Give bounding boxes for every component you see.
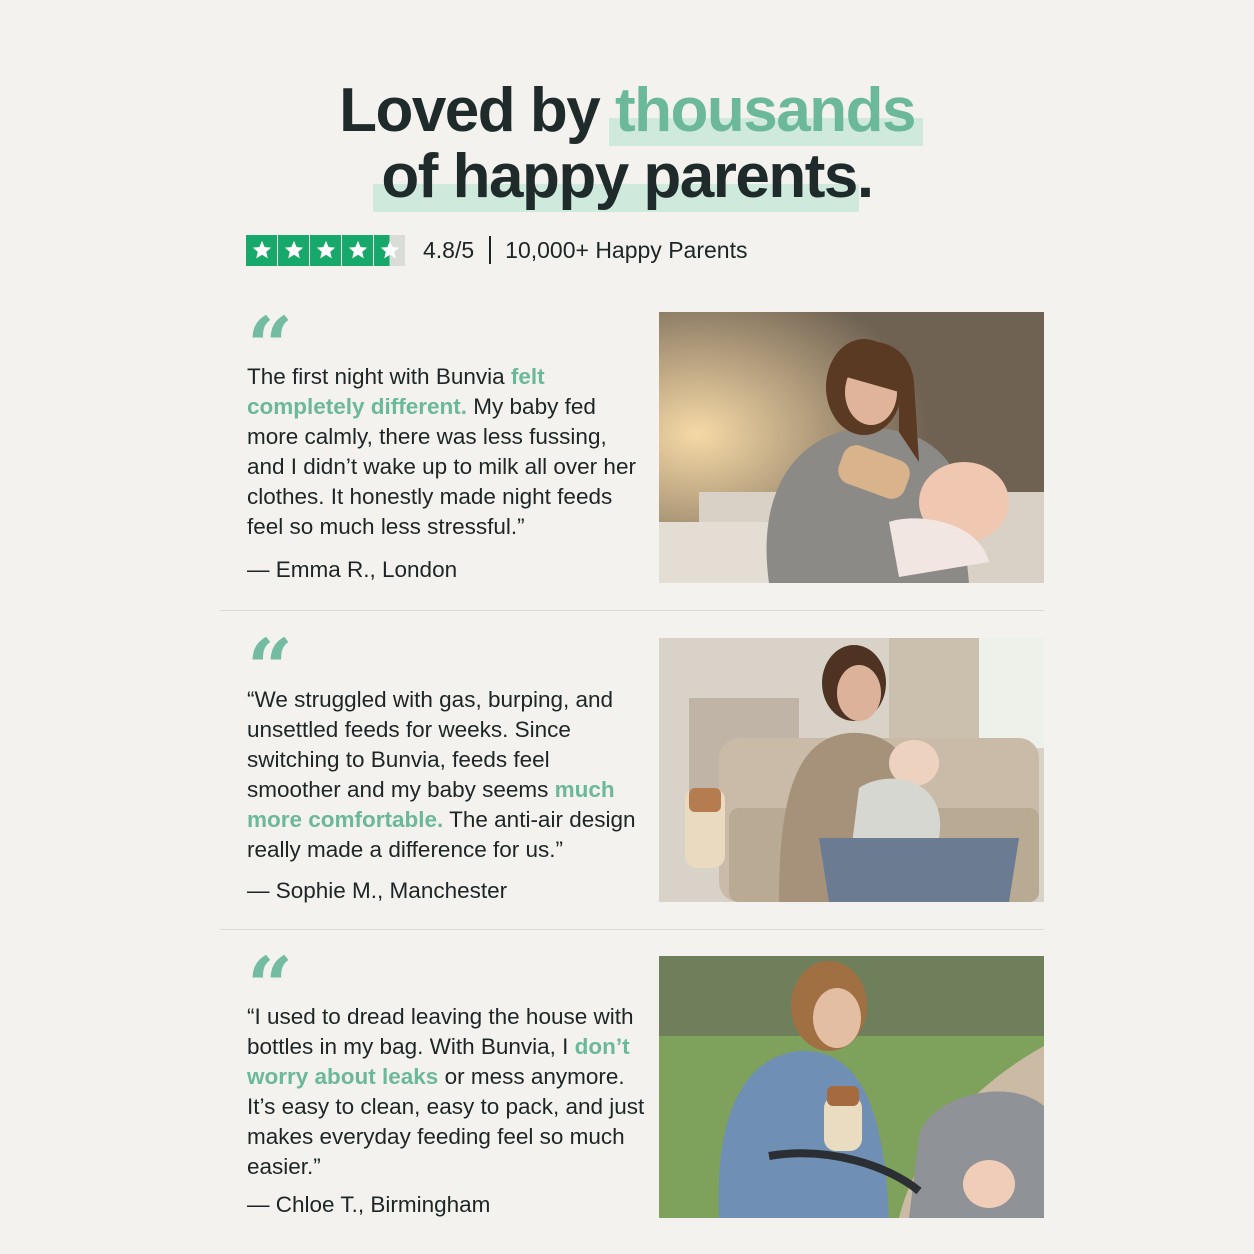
rating-score: 4.8/5: [423, 236, 475, 263]
headline-highlight-parents: of happy parents: [381, 142, 857, 211]
review-text: [247, 362, 647, 542]
review-text-emphasis: felt completely different.: [247, 364, 545, 419]
review-text-emphasis: much more comfortable.: [247, 777, 615, 832]
review-text-emphasis: don’t worry about leaks: [247, 1034, 630, 1089]
review-text-part: or mess anymore. It’s easy to clean, easy to pack, and just makes everyday feeding feel so much easier.”: [247, 1064, 645, 1179]
mother-feeding-baby-bedroom-photo: [659, 312, 1044, 583]
headline-prefix: Loved by: [339, 76, 615, 145]
mother-feeding-baby-sofa-photo: [659, 638, 1044, 902]
review-text-part: My baby fed more calmly, there was less fussing, and I didn’t wake up to milk all over her clothes. It honestly made night feeds feel so much less stressful.”: [247, 394, 636, 539]
review-text-part: “I used to dread leaving the house with bottles in my bag. With Bunvia, I: [247, 1004, 634, 1059]
headline-suffix: .: [856, 142, 873, 211]
rating-divider: [489, 236, 491, 264]
review-text: [247, 685, 647, 865]
quote-icon: “: [247, 299, 294, 393]
divider: [220, 929, 1044, 930]
rating-summary: [246, 234, 747, 266]
divider: [220, 610, 1044, 611]
review-author: — Emma R., London: [247, 557, 458, 582]
review-author: — Chloe T., Birmingham: [247, 1192, 491, 1217]
star-icon: [342, 235, 373, 266]
star-rating: [246, 235, 405, 266]
headline-line-2: [0, 144, 1254, 210]
review-text-part: The anti-air design really made a difference for us.”: [247, 807, 636, 862]
rating-count: 10,000+ Happy Parents: [505, 236, 748, 263]
half-star-icon: [374, 235, 405, 266]
review-card: [220, 299, 1044, 584]
review-author: — Sophie M., Manchester: [247, 878, 508, 903]
quote-icon: “: [247, 939, 294, 1033]
headline-highlight-thousands: thousands: [614, 76, 915, 145]
star-icon: [310, 235, 341, 266]
star-icon: [278, 235, 309, 266]
quote-icon: “: [247, 621, 294, 715]
headline-line-1: [0, 78, 1254, 144]
mother-with-stroller-park-photo: [659, 956, 1044, 1218]
review-card: [220, 621, 1044, 903]
review-text-part: “We struggled with gas, burping, and unsettled feeds for weeks. Since switching to Bunvia, feeds feel smoother and my baby seems: [247, 687, 614, 802]
star-icon: [246, 235, 277, 266]
page-headline: [0, 78, 1254, 210]
review-text-part: The first night with Bunvia: [247, 364, 511, 389]
review-card: [220, 939, 1044, 1220]
review-text: [247, 1002, 647, 1182]
